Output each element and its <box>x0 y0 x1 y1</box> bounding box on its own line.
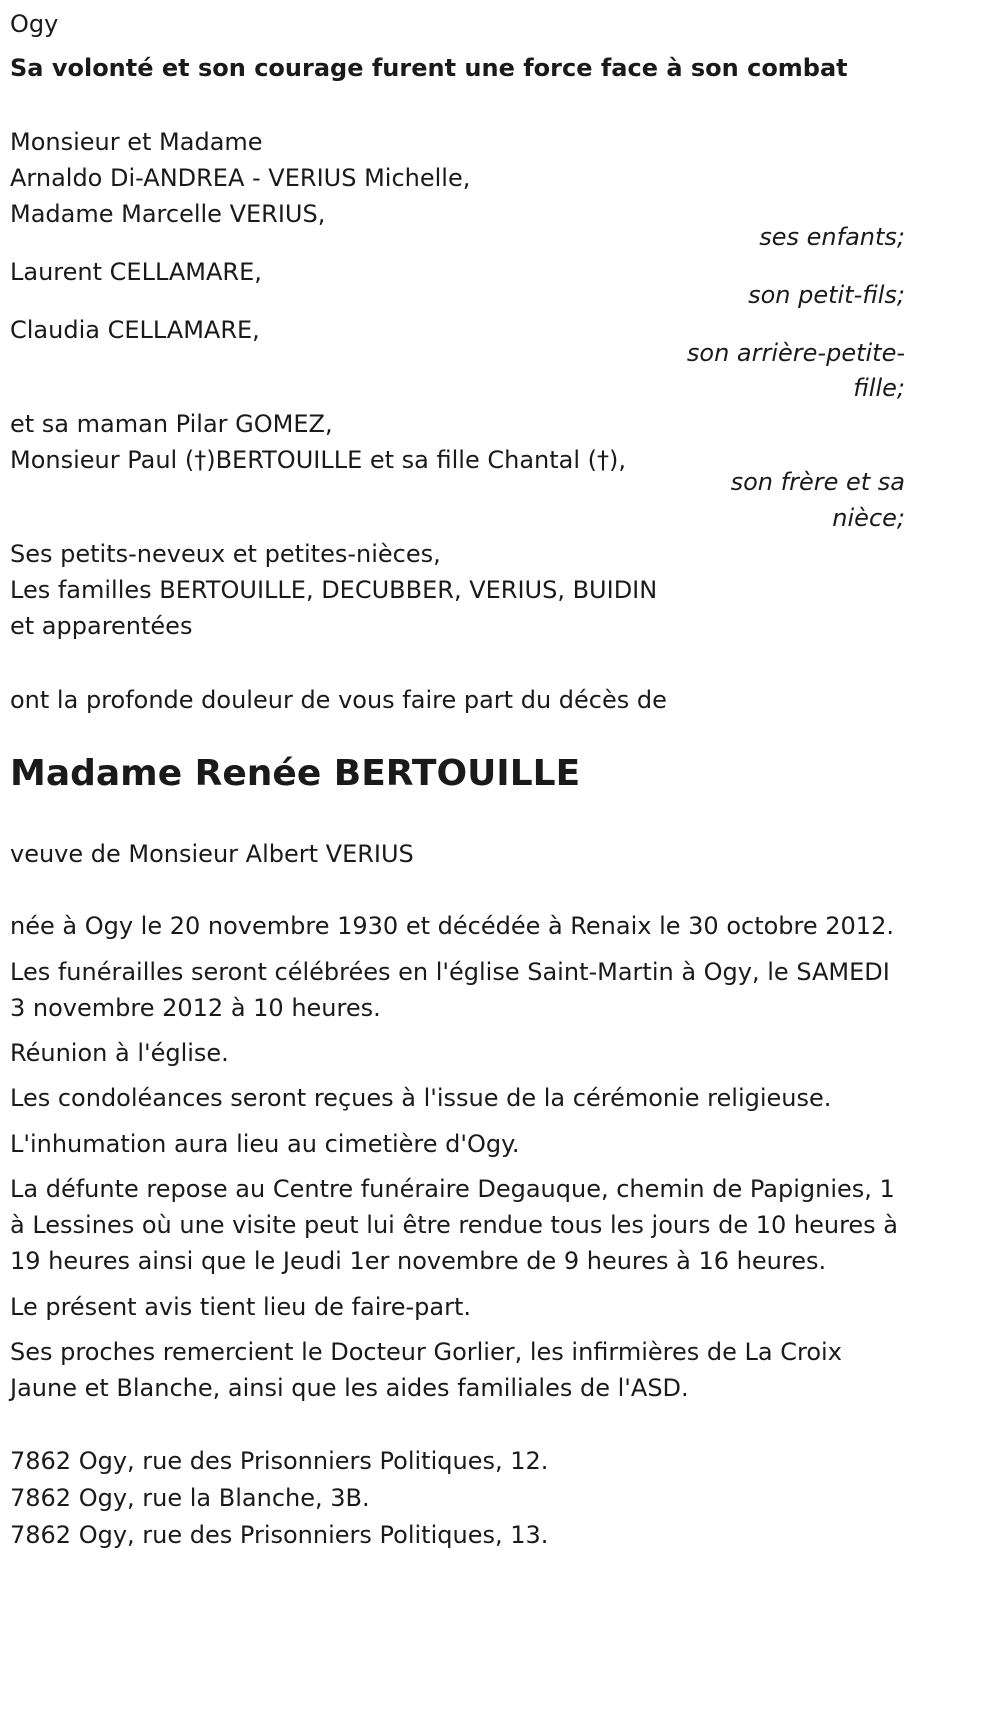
address-1: 7862 Ogy, rue des Prisonniers Politiques, 12. <box>10 1447 549 1475</box>
others-line-2: Les familles BERTOUILLE, DECUBBER, VERIUS, BUIDIN <box>10 576 658 604</box>
brother-relation-line-2: nièce; <box>832 504 905 532</box>
tagline: Sa volonté et son courage furent une force face à son combat <box>10 54 848 82</box>
grandson-relation: son petit-fils; <box>748 281 905 309</box>
announcement: ont la profonde douleur de vous faire part du décès de <box>10 686 667 714</box>
brother-relation-line-1: son frère et sa <box>730 468 905 496</box>
rest-line-2: à Lessines où une visite peut lui être rendue tous les jours de 10 heures à <box>10 1211 899 1239</box>
place-name: Ogy <box>10 10 59 38</box>
great-granddaughter-name: Claudia CELLAMARE, <box>10 316 260 344</box>
birth-death: née à Ogy le 20 novembre 1930 et décédée à Renaix le 30 octobre 2012. <box>10 912 894 940</box>
children-line-1: Monsieur et Madame <box>10 128 263 156</box>
children-relation: ses enfants; <box>759 223 905 251</box>
meeting: Réunion à l'église. <box>10 1039 229 1067</box>
children-line-2: Arnaldo Di-ANDREA - VERIUS Michelle, <box>10 164 471 192</box>
children-line-3: Madame Marcelle VERIUS, <box>10 200 326 228</box>
notice: Le présent avis tient lieu de faire-part. <box>10 1293 472 1321</box>
others-line-1: Ses petits-neveux et petites-nièces, <box>10 540 441 568</box>
others-line-3: et apparentées <box>10 612 193 640</box>
funeral-line-2: 3 novembre 2012 à 10 heures. <box>10 994 381 1022</box>
brother-line: Monsieur Paul (†)BERTOUILLE et sa fille Chantal (†), <box>10 446 627 474</box>
address-2: 7862 Ogy, rue la Blanche, 3B. <box>10 1484 370 1512</box>
funeral-line-1: Les funérailles seront célébrées en l'église Saint-Martin à Ogy, le SAMEDI <box>10 958 890 986</box>
great-granddaughter-relation-line-2: fille; <box>853 374 905 402</box>
mother-line: et sa maman Pilar GOMEZ, <box>10 410 333 438</box>
address-3: 7862 Ogy, rue des Prisonniers Politiques, 13. <box>10 1521 549 1549</box>
rest-line-1: La défunte repose au Centre funéraire Degauque, chemin de Papignies, 1 <box>10 1175 895 1203</box>
burial: L'inhumation aura lieu au cimetière d'Ogy. <box>10 1130 520 1158</box>
great-granddaughter-relation-line-1: son arrière-petite- <box>686 339 905 367</box>
thanks-line-2: Jaune et Blanche, ainsi que les aides familiales de l'ASD. <box>10 1374 689 1402</box>
widow-of: veuve de Monsieur Albert VERIUS <box>10 840 414 868</box>
rest-line-3: 19 heures ainsi que le Jeudi 1er novembre de 9 heures à 16 heures. <box>10 1247 827 1275</box>
grandson-name: Laurent CELLAMARE, <box>10 258 262 286</box>
deceased-name: Madame Renée BERTOUILLE <box>10 753 581 794</box>
condolences: Les condoléances seront reçues à l'issue de la cérémonie religieuse. <box>10 1084 832 1112</box>
thanks-line-1: Ses proches remercient le Docteur Gorlier, les infirmières de La Croix <box>10 1338 842 1366</box>
